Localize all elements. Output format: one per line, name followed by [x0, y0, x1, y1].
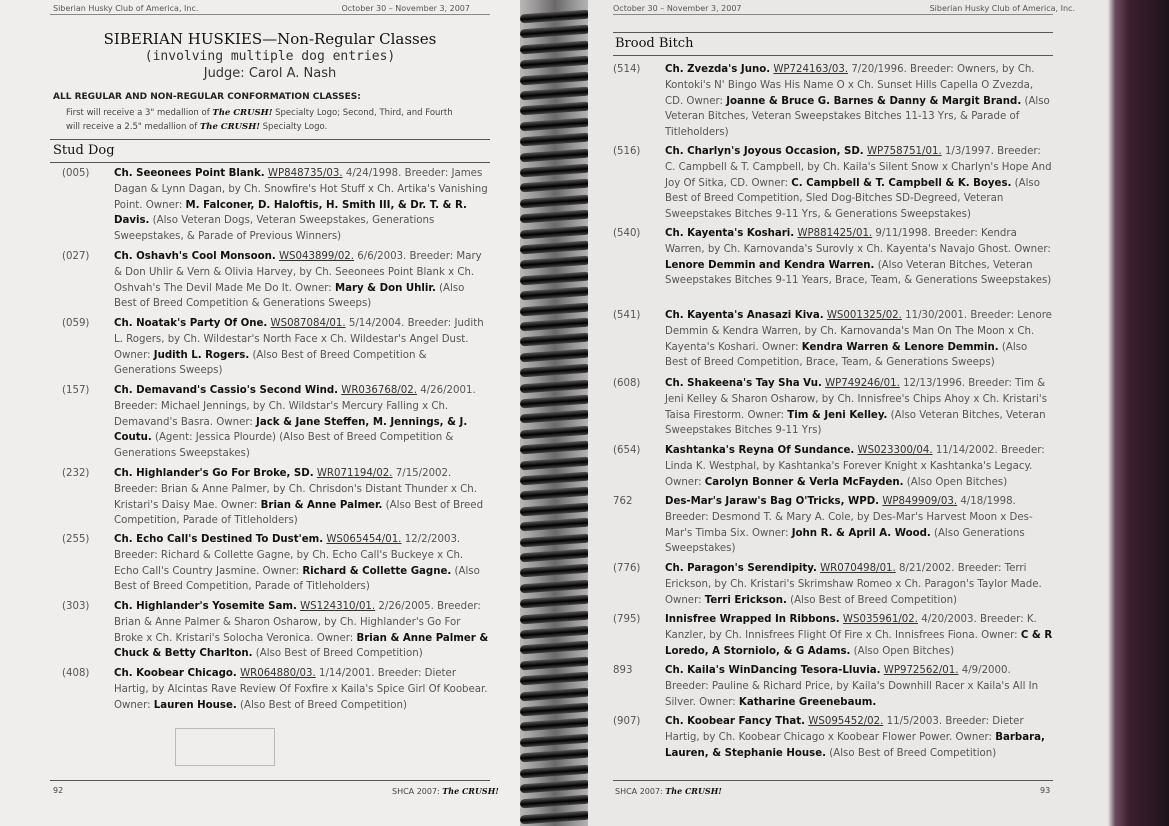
entry-also-classes: (Agent: Jessica Plourde) (Also Best of Breed Competition & Generations Sweepstakes)	[114, 432, 454, 460]
owner-name: Joanne & Bruce G. Barnes & Danny & Margit Brand.	[726, 95, 1022, 107]
right-page-number: 93	[1040, 786, 1051, 795]
classes-text-part: First will receive a 3" medallion of	[66, 108, 210, 118]
right-page	[588, 0, 1108, 826]
entry-also-classes: (Also Best of Breed Competition)	[240, 699, 407, 711]
dog-name: Kashtanka's Reyna Of Sundance.	[665, 445, 855, 456]
entry-details: 4/24/1998. Breeder: James Dagan & Lynn Dagan, by Ch. Snowfire's Hot Stuff x Ch. Artika's Vanishing Point. Owner:	[114, 168, 488, 211]
left-top-rule	[50, 14, 490, 15]
page-edge-shadow	[1108, 0, 1169, 826]
registration-number: WS043899/02.	[278, 251, 355, 262]
entry-details: 8/21/2002. Breeder: Terri Erickson, by Ch. Kristari's Skrimshaw Romeo x Ch. Paragon's Taylor Made. Owner:	[665, 563, 1042, 606]
entry-details: 1/14/2001. Breeder: Dieter Hartig, by Alcintas Rave Review Of Foxfire x Kaila's Spice Girl Of Koobear. Owner:	[114, 668, 488, 711]
dog-name: Ch. Oshavh's Cool Monsoon.	[114, 251, 276, 262]
registration-number: WP749246/01.	[825, 378, 900, 389]
entry-number: (907)	[613, 716, 641, 727]
entry-number: (232)	[62, 468, 90, 479]
catalog-entry	[613, 144, 1053, 224]
registration-number: WP881425/01.	[797, 228, 873, 239]
catalog-entry	[613, 62, 1053, 142]
owner-name: Terri Erickson.	[704, 594, 787, 606]
registration-number: WR036768/02.	[341, 385, 417, 396]
crush-logo-text: The CRUSH!	[212, 108, 273, 118]
entry-text	[665, 226, 1053, 289]
registration-number: WP972562/01.	[883, 665, 959, 676]
catalog-entry	[62, 166, 490, 246]
owner-name: C & R Loredo, A Storniolo, & G Adams.	[665, 629, 1053, 657]
entry-details: 11/30/2001. Breeder: Lenore Demmin & Kendra Warren, by Ch. Karnovanda's Man On The Moon x Ch. Kayenta's Koshari. Owner:	[665, 310, 1052, 353]
owner-name: Judith L. Rogers.	[153, 349, 250, 361]
owner-name: Brian & Anne Palmer & Chuck & Betty Charlton.	[114, 632, 489, 660]
entry-number: (608)	[613, 378, 641, 389]
entry-details: 4/20/2003. Breeder: K. Kanzler, by Ch. Innisfrees Flight Of Fire x Ch. Innisfrees Fiona. Owner:	[665, 614, 1037, 641]
entry-number: (514)	[613, 64, 641, 75]
entry-also-classes: (Also Best of Breed Competition & Generations Sweeps)	[114, 349, 427, 377]
entry-also-classes: (Also Best of Breed Competition, Parade of Titleholders)	[114, 565, 480, 593]
registration-number: WR064880/03.	[240, 668, 316, 679]
classes-text-part: Specialty Logo; Second, Third, and Fourth	[275, 108, 453, 118]
crush-logo-text: The CRUSH!	[442, 786, 499, 796]
entry-details: 7/15/2002. Breeder: Brian & Anne Palmer, by Ch. Chrisdon's Distant Thunder x Ch. Kristari's Daisy Mae. Owner:	[114, 468, 477, 511]
dog-name: Ch. Zvezda's Juno.	[665, 64, 771, 75]
catalog-entry	[613, 308, 1053, 372]
owner-name: Brian & Anne Palmer.	[260, 499, 383, 511]
catalog-entry	[62, 599, 490, 663]
owner-name: Jack & Jane Steffen, M. Jennings, & J. Coutu.	[114, 416, 468, 444]
entry-text	[665, 443, 1053, 490]
entry-number: (776)	[613, 563, 641, 574]
entry-text	[665, 561, 1053, 608]
catalog-entry	[613, 376, 1053, 440]
entry-also-classes: (Also Veteran Bitches, Veteran Sweepstakes Bitches 9-11 Yrs)	[665, 409, 1046, 437]
entry-also-classes: (Also Veteran Bitches, Veteran Sweepstakes Bitches 9-11 Years, Brace, Team, & Generations Sweepstakes)	[665, 259, 1052, 287]
entry-also-classes: (Also Veteran Dogs, Veteran Sweepstakes, Generations Sweepstakes, & Parade of Previous Winners)	[114, 215, 435, 243]
left-page-number: 92	[53, 786, 64, 795]
dog-name: Ch. Echo Call's Destined To Dust'em.	[114, 534, 324, 545]
owner-name: Barbara, Lauren, & Stephanie House.	[665, 731, 1045, 759]
dog-name: Ch. Paragon's Serendipity.	[665, 563, 817, 574]
entry-details: 4/9/2000. Breeder: Pauline & Richard Price, by Kaila's Downhill Racer x Kaila's All In Silver. Owner:	[665, 665, 1039, 708]
catalog-entry	[613, 561, 1053, 609]
catalog-entry	[613, 612, 1053, 660]
entry-details: 2/26/2005. Breeder: Brian & Anne Palmer & Sharon Osharow, by Ch. Highlander's Go For Broke x Ch. Kristari's Solocha Veronica. Owner:	[114, 601, 481, 644]
registration-number: WP758751/01.	[866, 146, 942, 157]
entry-number: (408)	[62, 668, 90, 679]
catalog-entry	[62, 249, 490, 313]
right-running-head-club: Siberian Husky Club of America, Inc.	[929, 4, 1075, 13]
owner-name: C. Campbell & T. Campbell & K. Boyes.	[791, 177, 1012, 189]
entry-number: 762	[613, 496, 633, 507]
owner-name: Tim & Jeni Kelley.	[787, 409, 888, 421]
registration-number: WS087084/01.	[270, 318, 346, 329]
dog-name: Ch. Kayenta's Anasazi Kiva.	[665, 310, 824, 321]
left-running-head-dates: October 30 – November 3, 2007	[341, 4, 470, 13]
dog-name: Ch. Charlyn's Joyous Occasion, SD.	[665, 146, 864, 157]
entry-also-classes: (Also Best of Breed Competition, Brace, Team, & Generations Sweeps)	[665, 341, 1028, 369]
registration-number: WS001325/02.	[826, 310, 902, 321]
registration-number: WP848735/03.	[267, 168, 343, 179]
dog-name: Ch. Demavand's Cassio's Second Wind.	[114, 385, 339, 396]
entry-also-classes: (Also Best of Breed Competition, Parade of Titleholders)	[114, 499, 484, 527]
stud-dog-bottom-rule	[50, 162, 490, 163]
dog-name: Innisfree Wrapped In Ribbons.	[665, 614, 840, 625]
entry-also-classes: (Also Best of Breed Competition, Sled Dog-Bitches SD-Degreed, Veteran Sweepstakes Bitches 9-11 Yrs, & Generations Sweepstakes)	[665, 177, 1040, 221]
entry-details: 9/11/1998. Breeder: Kendra Warren, by Ch. Karnovanda's Surovly x Ch. Kayenta's Navajo Ghost. Owner:	[665, 228, 1051, 255]
registration-number: WS124310/01.	[300, 601, 376, 612]
entry-also-classes: (Also Open Bitches)	[906, 476, 1008, 488]
left-footer-rule	[50, 780, 490, 781]
right-footer-rule	[613, 780, 1053, 781]
entry-number: (795)	[613, 614, 641, 625]
registration-number: WP724163/03.	[773, 64, 849, 75]
owner-name: Mary & Don Uhlir.	[334, 282, 436, 294]
entry-also-classes: (Also Best of Breed Competition & Generations Sweeps)	[114, 282, 465, 310]
owner-name: Kendra Warren & Lenore Demmin.	[801, 341, 999, 353]
entry-number: (516)	[613, 146, 641, 157]
catalog-entry	[613, 663, 1053, 711]
registration-number: WR071194/02.	[316, 468, 393, 479]
catalog-entry	[613, 226, 1053, 306]
stamp-box	[175, 728, 275, 766]
entry-details: 12/13/1996. Breeder: Tim & Jeni Kelley & Sharon Osharow, by Ch. Innisfree's Chips Ahoy x Ch. Kristari's Taisa Firestorm. Owner:	[665, 378, 1047, 421]
crush-logo-text: The CRUSH!	[665, 786, 722, 796]
left-footer-text	[392, 786, 499, 796]
catalog-entry	[62, 466, 490, 530]
entry-text	[114, 383, 490, 462]
entry-text	[665, 144, 1053, 223]
classes-heading: ALL REGULAR AND NON-REGULAR CONFORMATION CLASSES:	[53, 92, 361, 102]
crush-logo-text: The CRUSH!	[199, 122, 260, 132]
owner-name: Lenore Demmin and Kendra Warren.	[665, 259, 875, 271]
catalog-entry	[613, 443, 1053, 491]
right-running-head-dates: October 30 – November 3, 2007	[613, 4, 742, 13]
entry-details: 12/2/2003. Breeder: Richard & Collette Gagne, by Ch. Echo Call's Buckeye x Ch. Echo Call's Country Jasmine. Owner:	[114, 534, 464, 577]
entry-details: 7/20/1996. Breeder: Owners, by Ch. Kontoki's N' Bingo Was His Name O x Ch. Sunset Hills Capella O Zvezda, CD. Owner:	[665, 64, 1035, 107]
entry-text	[665, 376, 1053, 439]
brood-bitch-bottom-rule	[613, 55, 1053, 56]
catalog-entry	[613, 714, 1053, 762]
entry-number: (255)	[62, 534, 90, 545]
entry-number: (027)	[62, 251, 90, 262]
registration-number: WR070498/01.	[820, 563, 896, 574]
dog-name: Ch. Highlander's Go For Broke, SD.	[114, 468, 314, 479]
entry-text	[114, 166, 490, 245]
catalog-entry	[62, 666, 490, 714]
entry-details: 1/3/1997. Breeder: C. Campbell & T. Campbell, by Ch. Kaila's Silent Snow x Charlyn's Hope And Joy Of Sitka, CD. Owner:	[665, 146, 1052, 189]
footer-event-label: SHCA 2007:	[392, 787, 440, 796]
entry-also-classes: (Also Best of Breed Competition)	[790, 594, 958, 606]
owner-name: Lauren House.	[153, 699, 237, 711]
dog-name: Ch. Shakeena's Tay Sha Vu.	[665, 378, 822, 389]
entry-number: (157)	[62, 385, 90, 396]
classes-text-part: will receive a 2.5" medallion of	[66, 122, 198, 132]
registration-number: WP849909/03.	[882, 496, 958, 507]
entry-details: 6/6/2003. Breeder: Mary & Don Uhlir & Vern & Olivia Harvey, by Ch. Seeonees Point Blank x Ch. Oshvah's The Devil Made Me Do It. Owner:	[114, 251, 482, 294]
owner-name: Katharine Greenebaum.	[738, 696, 877, 708]
entry-text	[665, 308, 1053, 371]
entry-text	[665, 714, 1053, 761]
entry-text	[665, 62, 1053, 141]
owner-name: M. Falconer, D. Haloftis, H. Smith III, & Dr. T. & R. Davis.	[114, 199, 467, 227]
dog-name: Ch. Highlander's Yosemite Sam.	[114, 601, 297, 612]
right-top-rule	[613, 14, 1053, 15]
entry-number: (303)	[62, 601, 90, 612]
entry-text	[114, 599, 490, 662]
entry-number: (654)	[613, 445, 641, 456]
owner-name: Carolyn Bonner & Verla McFayden.	[704, 476, 904, 488]
entry-also-classes: (Also Best of Breed Competition)	[255, 648, 423, 660]
footer-event-label: SHCA 2007:	[615, 787, 663, 796]
right-footer-text	[615, 786, 722, 796]
entry-number: (541)	[613, 310, 641, 321]
registration-number: WS095452/02.	[808, 716, 884, 727]
entry-details: 11/14/2002. Breeder: Linda K. Westphal, by Kashtanka's Forever Knight x Kashtanka's Legacy. Owner:	[665, 445, 1045, 488]
brood-bitch-top-rule	[613, 32, 1053, 33]
entry-text	[114, 249, 490, 312]
entry-text	[665, 663, 1053, 710]
entry-details: 5/14/2004. Breeder: Judith L. Rogers, by Ch. Wildestar's North Face x Ch. Wildestar's Angel Dust. Owner:	[114, 318, 484, 361]
class-title-block	[50, 30, 490, 81]
owner-name: John R. & April A. Wood.	[791, 527, 931, 539]
dog-name: Des-Mar's Jaraw's Bag O'Tricks, WPD.	[665, 496, 880, 507]
entry-text	[114, 666, 490, 713]
catalog-entry	[62, 316, 490, 380]
registration-number: WS023300/04.	[857, 445, 933, 456]
entry-text	[665, 612, 1053, 659]
entry-text	[114, 316, 490, 379]
page-subtitle: (involving multiple dog entries)	[144, 49, 396, 64]
dog-name: Ch. Noatak's Party Of One.	[114, 318, 268, 329]
entry-text	[114, 532, 490, 595]
catalog-entry	[62, 532, 490, 596]
entry-details: 4/26/2001. Breeder: Michael Jennings, by Ch. Wildstar's Mercury Falling x Ch. Demavand's Basra. Owner:	[114, 385, 476, 428]
left-running-head-club: Siberian Husky Club of America, Inc.	[53, 4, 199, 13]
entry-text	[665, 494, 1053, 557]
dog-name: Ch. Seeonees Point Blank.	[114, 168, 265, 179]
entry-number: 893	[613, 665, 633, 676]
entry-details: 11/5/2003. Breeder: Dieter Hartig, by Ch. Koobear Chicago x Koobear Flower Power. Owner:	[665, 716, 1024, 743]
entry-number: (540)	[613, 228, 641, 239]
entry-number: (005)	[62, 168, 90, 179]
owner-name: Richard & Collette Gagne.	[302, 565, 452, 577]
entry-also-classes: (Also Generations Sweepstakes)	[665, 527, 1025, 555]
entry-number: (059)	[62, 318, 90, 329]
entry-text	[114, 466, 490, 529]
entry-also-classes: (Also Open Bitches)	[853, 645, 955, 657]
entry-also-classes: (Also Best of Breed Competition)	[829, 747, 997, 759]
dog-name: Ch. Kaila's WinDancing Tesora-Lluvia.	[665, 665, 881, 676]
section-title-brood-bitch: Brood Bitch	[615, 36, 694, 51]
entry-details: 4/18/1998. Breeder: Desmond T. & Mary A. Cole, by Des-Mar's Harvest Moon x Des-Mar's Timba Six. Owner:	[665, 496, 1033, 539]
dog-name: Ch. Kayenta's Koshari.	[665, 228, 795, 239]
dog-name: Ch. Koobear Chicago.	[114, 668, 237, 679]
dog-name: Ch. Koobear Fancy That.	[665, 716, 806, 727]
catalog-entry	[62, 383, 490, 463]
classes-text-part: Specialty Logo.	[262, 122, 328, 132]
left-page	[0, 0, 520, 826]
stud-dog-top-rule	[50, 139, 490, 140]
judge-name: Judge: Carol A. Nash	[203, 66, 337, 81]
entry-also-classes: (Also Veteran Bitches, Veteran Sweepstakes Bitches 11-13 Yrs, & Parade of Titleholders)	[665, 95, 1050, 139]
section-title-stud-dog: Stud Dog	[53, 143, 115, 158]
registration-number: WS035961/02.	[842, 614, 918, 625]
registration-number: WS065454/01.	[326, 534, 402, 545]
classes-description	[66, 106, 486, 134]
page-title: SIBERIAN HUSKIES—Non-Regular Classes	[103, 30, 437, 48]
catalog-entry	[613, 494, 1053, 558]
